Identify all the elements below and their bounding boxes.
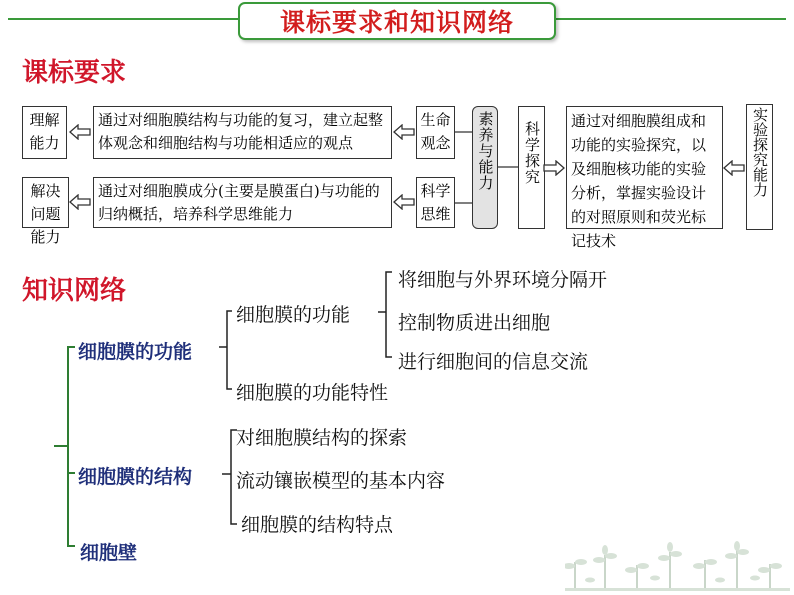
leaf-separate: 将细胞与外界环境分隔开 bbox=[398, 269, 608, 291]
leaf-fluid-mosaic: 流动镶嵌模型的基本内容 bbox=[236, 470, 446, 492]
ability-box-problem-solving: 解决问题能力 bbox=[22, 177, 69, 228]
node-function-property: 细胞膜的功能特性 bbox=[236, 382, 389, 404]
ability-box-understanding: 理解能力 bbox=[22, 106, 67, 159]
node-cell-wall: 细胞壁 bbox=[80, 542, 138, 564]
leaf-structure-feature: 细胞膜的结构特点 bbox=[241, 514, 394, 536]
inquiry-description-box: 通过对细胞膜组成和功能的实验探究，以及细胞核功能的实验分析，掌握实验设计的对照原则和荧光标记技术 bbox=[566, 106, 723, 229]
leaf-communication: 进行细胞间的信息交流 bbox=[398, 351, 589, 373]
core-literacy-label: 素养与能力 bbox=[476, 111, 495, 191]
node-membrane-function: 细胞膜的功能 bbox=[78, 341, 193, 363]
concept-box-thinking: 科学思维 bbox=[416, 177, 455, 228]
description-box-2: 通过对细胞膜成分(主要是膜蛋白)与功能的归纳概括，培养科学思维能力 bbox=[93, 177, 392, 228]
concept-box-life: 生命观念 bbox=[416, 106, 455, 159]
scientific-inquiry-label: 科学探究 bbox=[523, 121, 541, 185]
node-function-sub: 细胞膜的功能 bbox=[236, 304, 351, 326]
section-title-standards: 课标要求 bbox=[22, 58, 127, 88]
node-membrane-structure: 细胞膜的结构 bbox=[78, 466, 193, 488]
leaf-control: 控制物质进出细胞 bbox=[398, 312, 551, 334]
experiment-ability-label: 实验探究能力 bbox=[751, 107, 769, 197]
decorative-plants-icon bbox=[565, 540, 790, 592]
leaf-exploration: 对细胞膜结构的探索 bbox=[236, 427, 408, 449]
page-title: 课标要求和知识网络 bbox=[238, 2, 556, 40]
section-title-network: 知识网络 bbox=[22, 276, 127, 306]
description-box-1: 通过对细胞膜结构与功能的复习，建立起整体观念和细胞结构与功能相适应的观点 bbox=[93, 106, 392, 159]
